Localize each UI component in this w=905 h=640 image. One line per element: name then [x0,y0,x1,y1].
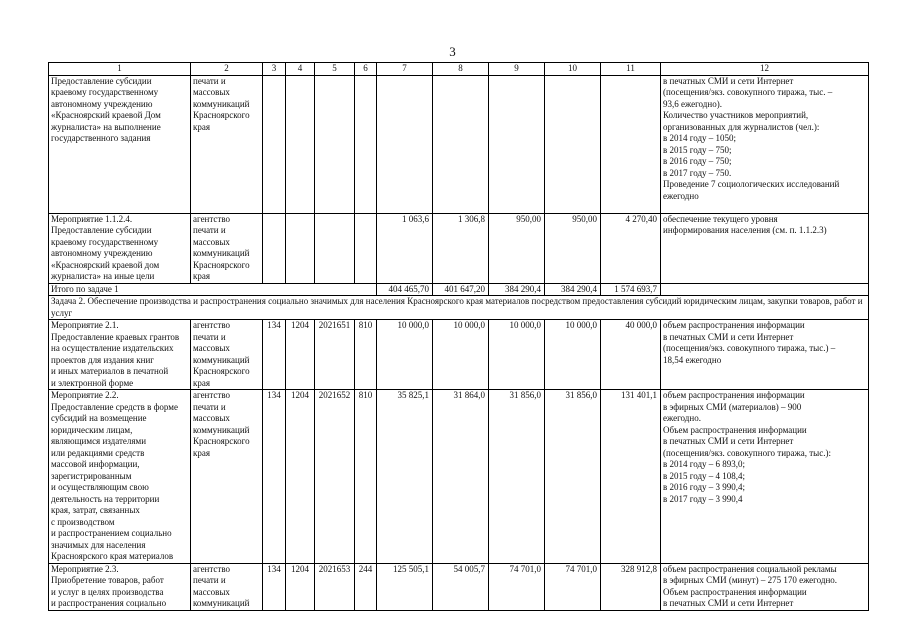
program-table [48,62,869,611]
cell-value: 31 864,0 [433,390,489,564]
cell-total: 328 912,8 [601,563,661,610]
cell-section: 1204 [286,563,315,610]
cell-target-code: 2021653 [315,563,355,610]
cell-total: 40 000,0 [601,320,661,390]
expected-result: объем распространения информации в печатных СМИ и сети Интернет (посещения/экз. совокупного тиража, тыс.) – 18,54 ежегодно [661,320,869,390]
responsible-agency: агентство печати и массовых коммуникаций [191,563,263,610]
column-header: 10 [545,63,601,76]
cell-value: 35 825,1 [377,390,433,564]
cell-section [286,213,315,283]
cell-value [377,75,433,213]
measure-name: Мероприятие 2.3. Приобретение товаров, работ и услуг в целях производства и распространения социально [49,563,191,610]
responsible-agency: агентство печати и массовых коммуникаций Красноярского края [191,320,263,390]
cell-total: 4 270,40 [601,213,661,283]
column-header: 11 [601,63,661,76]
cell-value: 10 000,0 [545,320,601,390]
cell-target-code [315,75,355,213]
measure-name: Мероприятие 2.1. Предоставление краевых грантов на осуществление издательских проектов для издания книг и иных материалов в печатной и электронной форме [49,320,191,390]
expected-result: объем распространения информации в эфирных СМИ (материалов) – 900 ежегодно. Объем распространения информации в печатных СМИ и сети Интернет (посещения/экз. совокупного тиража, тыс.): в 2014 году – 6 893,0; в 2015 году – 4 108,4; в 2016 году – 3 990,4; в 2017 году – 3 990,4 [661,390,869,564]
cell-expense-type: 244 [355,563,377,610]
task-heading: Задача 2. Обеспечение производства и распространения социально значимых для населения Красноярского края материалов посредством предоставления субсидий юридическим лицам, закупки товаров, работ и услуг [49,296,869,320]
cell-value: 74 701,0 [545,563,601,610]
cell-expense-type [355,75,377,213]
cell-target-code [315,213,355,283]
cell-expense-type: 810 [355,320,377,390]
column-header: 8 [433,63,489,76]
cell-target-code: 2021652 [315,390,355,564]
table-row [49,390,869,564]
task-total-row [49,283,869,296]
cell-grbs: 134 [263,320,286,390]
measure-name: Мероприятие 2.2. Предоставление средств в форме субсидий на возмещение юридическим лицам, являющимся издателями или редакциями средств массовой информации, зарегистрированным и осуществляющим свою деятельность на территории края, затрат, связанных с производством и распространением социально значимых для населения Красноярского края материалов [49,390,191,564]
column-header: 5 [315,63,355,76]
cell-grbs: 134 [263,563,286,610]
cell-target-code: 2021651 [315,320,355,390]
empty-cell [661,283,869,296]
header-row [49,63,869,76]
cell-total: 131 401,1 [601,390,661,564]
expected-result: объем распространения социальной рекламы в эфирных СМИ (минут) – 275 170 ежегодно. Объем распространения информации в печатных СМИ и сети Интернет [661,563,869,610]
column-header: 2 [191,63,263,76]
expected-result: в печатных СМИ и сети Интернет (посещения/экз. совокупного тиража, тыс. – 93,6 ежегодно). Количество участников мероприятий, организованных для журналистов (чел.): в 2014 году – 1050; в 2015 году – 750; в 2016 году – 750; в 2017 году – 750. Проведение 7 социологических исследований ежегодно [661,75,869,213]
cell-value: 74 701,0 [489,563,545,610]
expected-result: обеспечение текущего уровня информирования населения (см. п. 1.1.2.3) [661,213,869,283]
cell-value: 10 000,0 [489,320,545,390]
cell-section: 1204 [286,320,315,390]
column-header: 9 [489,63,545,76]
cell-value: 31 856,0 [489,390,545,564]
responsible-agency: агентство печати и массовых коммуникаций Красноярского края [191,213,263,283]
table-row [49,563,869,610]
cell-total [601,75,661,213]
column-header: 12 [661,63,869,76]
cell-expense-type [355,213,377,283]
cell-expense-type: 810 [355,390,377,564]
column-header: 3 [263,63,286,76]
cell-value [489,75,545,213]
table-row [49,213,869,283]
cell-grbs [263,213,286,283]
cell-value: 1 063,6 [377,213,433,283]
measure-name: Предоставление субсидии краевому государственному автономному учреждению «Красноярский краевой Дом журналиста» на выполнение государственного задания [49,75,191,213]
cell-value: 950,00 [545,213,601,283]
table-row [49,75,869,213]
page-number: 3 [449,44,456,59]
column-header: 7 [377,63,433,76]
column-header: 4 [286,63,315,76]
cell-value: 10 000,0 [433,320,489,390]
responsible-agency: печати и массовых коммуникаций Красноярского края [191,75,263,213]
cell-value: 1 306,8 [433,213,489,283]
cell-section [286,75,315,213]
column-header: 1 [49,63,191,76]
cell-value: 404 465,70 [377,283,433,296]
responsible-agency: агентство печати и массовых коммуникаций Красноярского края [191,390,263,564]
cell-grbs: 134 [263,390,286,564]
cell-value: 384 290,4 [489,283,545,296]
cell-value: 54 005,7 [433,563,489,610]
cell-value: 401 647,20 [433,283,489,296]
cell-value: 125 505,1 [377,563,433,610]
task-total-label: Итого по задаче 1 [49,283,377,296]
task-heading-row [49,296,869,320]
cell-value: 10 000,0 [377,320,433,390]
cell-value [433,75,489,213]
cell-value: 31 856,0 [545,390,601,564]
table-row [49,320,869,390]
cell-value [545,75,601,213]
column-header: 6 [355,63,377,76]
cell-total: 1 574 693,7 [601,283,661,296]
cell-section: 1204 [286,390,315,564]
measure-name: Мероприятие 1.1.2.4. Предоставление субсидии краевому государственному автономному учреждению «Красноярский краевой дом журналиста» на иные цели [49,213,191,283]
cell-grbs [263,75,286,213]
cell-value: 384 290,4 [545,283,601,296]
cell-value: 950,00 [489,213,545,283]
